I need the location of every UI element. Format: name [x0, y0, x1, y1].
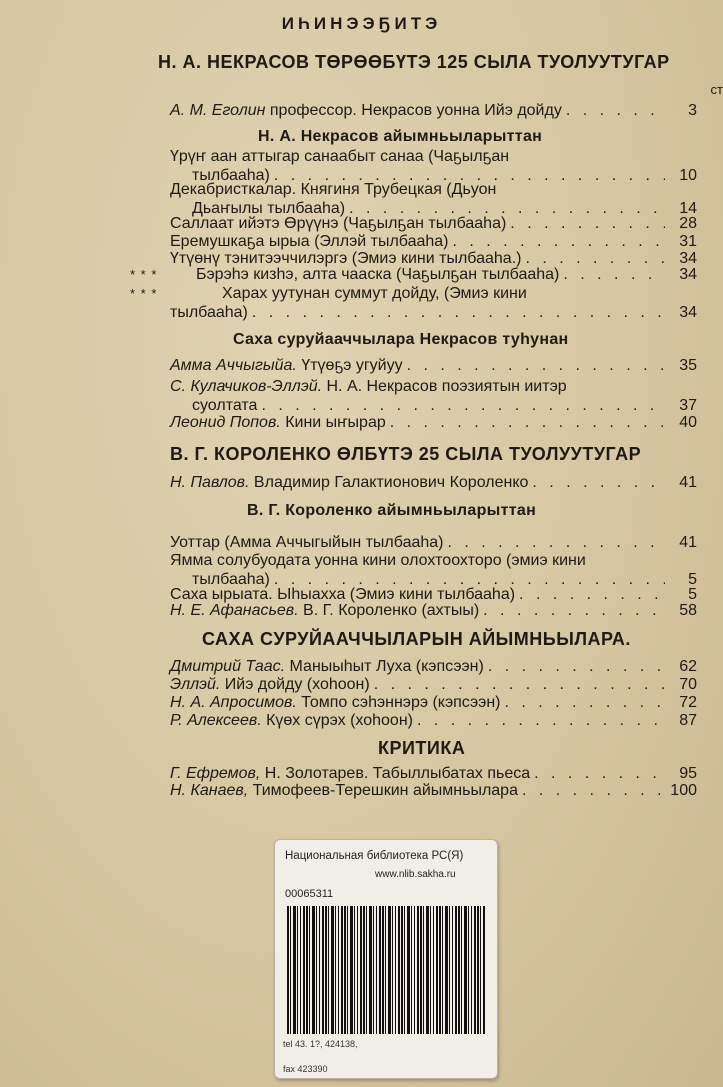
entry-page: 34: [679, 266, 697, 283]
entry-title: Н. А. Некрасов поэзиятын иитэр: [322, 378, 567, 395]
entry-title: Маныыһыт Луха (кэпсээн): [285, 658, 484, 675]
section-heading-sakha-writers: САХА СУРУЙААЧЧЫЛАРЫН АЙЫМНЬЫЛАРА.: [202, 629, 631, 649]
entry-page: 3: [688, 102, 697, 119]
entry-title: Үтүөнү тэнитээччилэргэ (Эмиэ кини тылбааһа.): [170, 250, 522, 267]
entry-page: 31: [679, 233, 697, 250]
entry-page: 62: [679, 658, 697, 675]
entry-page: 34: [679, 250, 697, 267]
toc-entry[interactable]: [170, 533, 697, 552]
entry-author: Г. Ефремов,: [170, 765, 261, 782]
entry-title: Үрүҥ аан аттыгар санаабыт санаа (Чаҕылҕан: [170, 148, 510, 165]
entry-page: 5: [688, 586, 697, 603]
toc-entry[interactable]: [170, 657, 697, 676]
entry-page: 28: [679, 215, 697, 232]
entry-title: Н. Золотарев. Табыллыбатах пьеса: [260, 765, 531, 782]
entry-title: В. Г. Короленко (ахтыы): [298, 602, 480, 619]
entry-page: 14: [679, 200, 697, 217]
toc-entry[interactable]: [170, 413, 697, 432]
toc-entry[interactable]: [170, 711, 697, 730]
entry-author: Н. А. Апросимов.: [170, 694, 297, 711]
inventory-code: 00065311: [285, 888, 334, 900]
entry-author: Леонид Попов.: [170, 414, 281, 431]
toc-entry[interactable]: [170, 693, 697, 712]
library-name: Национальная библиотека РС(Я): [285, 850, 464, 862]
entry-title: Тимофеев-Терешкин айымньылара: [248, 782, 518, 799]
entry-title-cont: тылбааһа): [170, 304, 248, 321]
entry-title: Ийэ дойду (хоһоон): [220, 676, 370, 693]
barcode-icon: [287, 906, 485, 1034]
entry-page: 34: [679, 304, 697, 321]
entry-page: 41: [679, 474, 697, 491]
entry-title: Томпо сэһэннэрэ (кэпсээн): [296, 694, 501, 711]
entry-page: 40: [679, 414, 697, 431]
subsection-heading-about-nekrasov: Саха суруйааччылара Некрасов туһунан: [233, 331, 569, 348]
entry-author: А. М. Еголин: [170, 102, 266, 119]
library-fax: fax 423390: [283, 1064, 328, 1074]
entry-page: 10: [679, 167, 697, 184]
page-column-label: ст: [710, 82, 723, 97]
entry-author: Н. Е. Афанасьев.: [170, 602, 299, 619]
entry-page: 70: [679, 676, 697, 693]
entry-title-cont: суолтата: [192, 397, 258, 414]
entry-page: 37: [679, 397, 697, 414]
toc-entry[interactable]: [170, 781, 697, 800]
entry-page: 72: [679, 694, 697, 711]
toc-entry[interactable]: [170, 180, 697, 218]
entry-page: 58: [679, 602, 697, 619]
asterism-icon: * * *: [130, 267, 158, 282]
entry-page: 87: [679, 712, 697, 729]
entry-page: 41: [679, 534, 697, 551]
toc-entry[interactable]: [170, 101, 697, 120]
section-heading-nekrasov: Н. А. НЕКРАСОВ ТӨРӨӨБҮТЭ 125 СЫЛА ТУОЛУУТУГАР: [158, 52, 670, 72]
section-heading-korolenko: В. Г. КОРОЛЕНКО ӨЛБҮТЭ 25 СЫЛА ТУОЛУУТУГАР: [170, 444, 642, 464]
toc-entry[interactable]: [170, 551, 697, 589]
entry-author: Амма Аччыгыйа.: [170, 357, 297, 374]
toc-entry[interactable]: [170, 377, 697, 415]
entry-page: 100: [670, 782, 697, 799]
toc-entry[interactable]: [170, 601, 697, 620]
subsection-heading-nekrasov-poems: Н. А. Некрасов айымньыларыттан: [258, 128, 543, 145]
entry-page: 5: [688, 571, 697, 588]
entry-author: Н. Павлов.: [170, 474, 250, 491]
entry-author: Р. Алексеев.: [170, 712, 262, 729]
page-title: ИҺИНЭЭҔИТЭ: [281, 14, 442, 33]
entry-title: Саха ырыата. Ыһыахха (Эмиэ кини тылбааһа): [170, 586, 516, 603]
entry-title-cont: тылбааһа): [192, 571, 270, 588]
entry-title-cont: тылбааһа): [192, 167, 270, 184]
entry-title: профессор. Некрасов уонна Ийэ дойду: [265, 102, 562, 119]
entry-title: Бэрэһэ кизһэ, алта чааска (Чаҕылҕан тылбааһа): [196, 266, 560, 283]
entry-title: Владимир Галактионович Короленко: [249, 474, 529, 491]
entry-author: Н. Канаев,: [170, 782, 249, 799]
entry-author: Эллэй.: [170, 676, 221, 693]
entry-title: Харах уутунан суммут дойду, (Эмиэ кини: [222, 285, 527, 302]
entry-title-cont: Дьаҥылы тылбааһа): [192, 200, 346, 217]
entry-author: Дмитрий Таас.: [170, 658, 286, 675]
entry-page: 95: [679, 765, 697, 782]
toc-entry[interactable]: [170, 214, 697, 233]
subsection-heading-korolenko-works: В. Г. Короленко айымньыларыттан: [247, 502, 537, 519]
entry-title: Саллаат ийэтэ Өрүүнэ (Чаҕылҕан тылбааһа): [170, 215, 507, 232]
library-tel: tel 43. 1?, 424138,: [283, 1039, 358, 1049]
library-url: www.nlib.sakha.ru: [375, 869, 456, 880]
entry-author: С. Кулачиков-Эллэй.: [170, 378, 323, 395]
entry-title: Ямма солубуодата уонна кини олохтоохторо (эмиэ кини: [170, 552, 586, 569]
toc-entry[interactable]: [196, 265, 697, 284]
entry-page: 35: [679, 357, 697, 374]
toc-entry[interactable]: [170, 284, 697, 322]
entry-title: Кини ыҥырар: [280, 414, 386, 431]
toc-entry[interactable]: [170, 675, 697, 694]
entry-title: Күөх сүрэх (хоһоон): [261, 712, 413, 729]
entry-title: Уоттар (Амма Аччыгыйын тылбааһа): [170, 534, 444, 551]
toc-entry[interactable]: [170, 356, 697, 375]
entry-title: Еремушкаҕа ырыа (Эллэй тылбааһа): [170, 233, 449, 250]
entry-title: Декабристкалар. Княгиня Трубецкая (Дьуон: [170, 181, 497, 198]
toc-entry[interactable]: [170, 473, 697, 492]
section-heading-critique: КРИТИКА: [378, 738, 466, 758]
entry-title: Үтүөҕэ угуйуу: [296, 357, 403, 374]
library-barcode-sticker: [274, 839, 498, 1079]
asterism-icon: * * *: [130, 286, 158, 301]
